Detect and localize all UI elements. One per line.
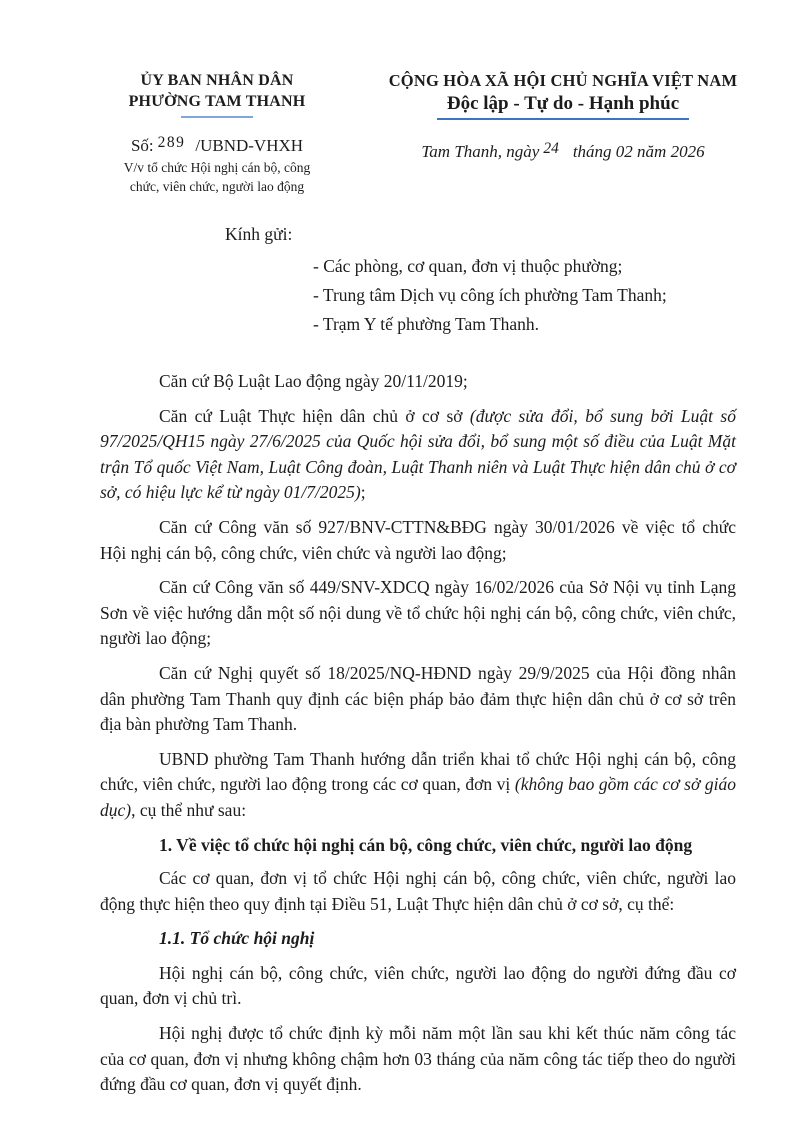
motto-underline — [437, 118, 689, 120]
recipients-section — [225, 222, 800, 339]
place-date-suffix: tháng 02 năm 2026 — [572, 142, 705, 161]
basis-democracy-tail: ; — [360, 482, 366, 503]
basis-paragraph-resolution-18: Căn cứ Nghị quyết số 18/2025/NQ-HĐND ngày 29/9/2025 của Hội đồng nhân dân phường Tam Thanh quy định các biện pháp bảo đảm thực hiện dân chủ ở cơ sở trên địa bàn phường Tam Thanh. — [100, 662, 736, 735]
intro-italic-note: (không bao gồm các cơ sở giáo dục) — [100, 774, 737, 820]
document-body — [100, 369, 736, 1098]
national-title: CỘNG HÒA XÃ HỘI CHỦ NGHĨA VIỆT NAM — [388, 71, 738, 90]
document-number-value: 289 — [157, 134, 186, 151]
place-date-line — [368, 142, 758, 162]
recipient-list — [313, 252, 800, 339]
salutation: Kính gửi: — [225, 224, 293, 244]
document-header — [0, 0, 800, 196]
basis-democracy-normal: Căn cứ Luật Thực hiện dân chủ ở cơ sở — [159, 405, 470, 426]
section-1-paragraph: Các cơ quan, đơn vị tổ chức Hội nghị cán bộ, công chức, viên chức, người lao động thực hiện theo quy định tại Điều 51, Luật Thực hiện dân chủ ở cơ sở, cụ thể: — [100, 868, 736, 914]
place-date-prefix: Tam Thanh, ngày — [421, 142, 540, 161]
issuing-agency-line2: PHƯỜNG TAM THANH — [128, 93, 306, 110]
basis-paragraph-democracy-law — [100, 404, 736, 506]
intro-normal: UBND phường Tam Thanh hướng dẫn triển khai tổ chức Hội nghị cán bộ, công chức, viên chức, người lao động trong các cơ quan, đơn vị — [100, 748, 736, 795]
basis-paragraph-official-letter-927: Căn cứ Công văn số 927/BNV-CTTN&BĐG ngày 30/01/2026 về việc tổ chức Hội nghị cán bộ, công chức, viên chức và người lao động; — [100, 516, 736, 563]
recipient-item: - Trung tâm Dịch vụ công ích phường Tam Thanh; — [313, 285, 667, 305]
recipient-item: - Trạm Y tế phường Tam Thanh. — [313, 314, 540, 334]
date-day-value: 24 — [543, 140, 559, 157]
document-number-prefix: Số: — [130, 136, 154, 155]
intro-tail: , cụ thể như sau: — [131, 799, 247, 820]
section-1-1-paragraph-schedule: Hội nghị được tổ chức định kỳ mỗi năm một lần sau khi kết thúc năm công tác của cơ quan, đơn vị nhưng không chậm hơn 03 tháng của năm công tác tiếp theo do người đứng đầu cơ quan, đơn vị quyết định. — [100, 1023, 736, 1095]
recipient-item: - Các phòng, cơ quan, đơn vị thuộc phường; — [313, 256, 623, 276]
document-number-line — [72, 136, 362, 156]
document-subject-line1: V/v tổ chức Hội nghị cán bộ, công — [123, 160, 311, 175]
section-1-heading: 1. Về việc tổ chức hội nghị cán bộ, công chức, viên chức, người lao động — [159, 834, 693, 855]
document-subject-line2: chức, viên chức, người lao động — [129, 178, 305, 194]
issuing-agency-block — [72, 70, 362, 196]
intro-paragraph — [100, 747, 736, 824]
document-number-suffix: /UBND-VHXH — [195, 136, 304, 155]
national-motto-block — [368, 70, 758, 196]
basis-paragraph-labor-code: Căn cứ Bộ Luật Lao động ngày 20/11/2019; — [159, 371, 468, 391]
basis-paragraph-official-letter-449: Căn cứ Công văn số 449/SNV-XDCQ ngày 16/02/2026 của Sở Nội vụ tỉnh Lạng Sơn về việc hướng dẫn một số nội dung về tổ chức hội nghị cán bộ, công chức, viên chức, người lao động; — [100, 577, 736, 649]
basis-democracy-italic-note: (được sửa đổi, bổ sung bởi Luật số 97/2025/QH15 ngày 27/6/2025 của Quốc hội sửa đổi, bổ sung một số điều của Luật Mặt trận Tổ quốc Việt Nam, Luật Công đoàn, Luật Thanh niên và Luật Thực hiện dân chủ ở cơ sở, có hiệu lực kể từ ngày 01/7/2025) — [100, 405, 736, 503]
section-1-1-paragraph-chair: Hội nghị cán bộ, công chức, viên chức, người lao động do người đứng đầu cơ quan, đơn vị chủ trì. — [100, 962, 736, 1009]
national-motto: Độc lập - Tự do - Hạnh phúc — [446, 93, 680, 114]
issuing-agency-line1: ỦY BAN NHÂN DÂN — [140, 72, 294, 89]
issuer-underline — [181, 116, 253, 118]
section-1-1-heading: 1.1. Tổ chức hội nghị — [159, 928, 315, 949]
document-subject — [72, 159, 362, 196]
